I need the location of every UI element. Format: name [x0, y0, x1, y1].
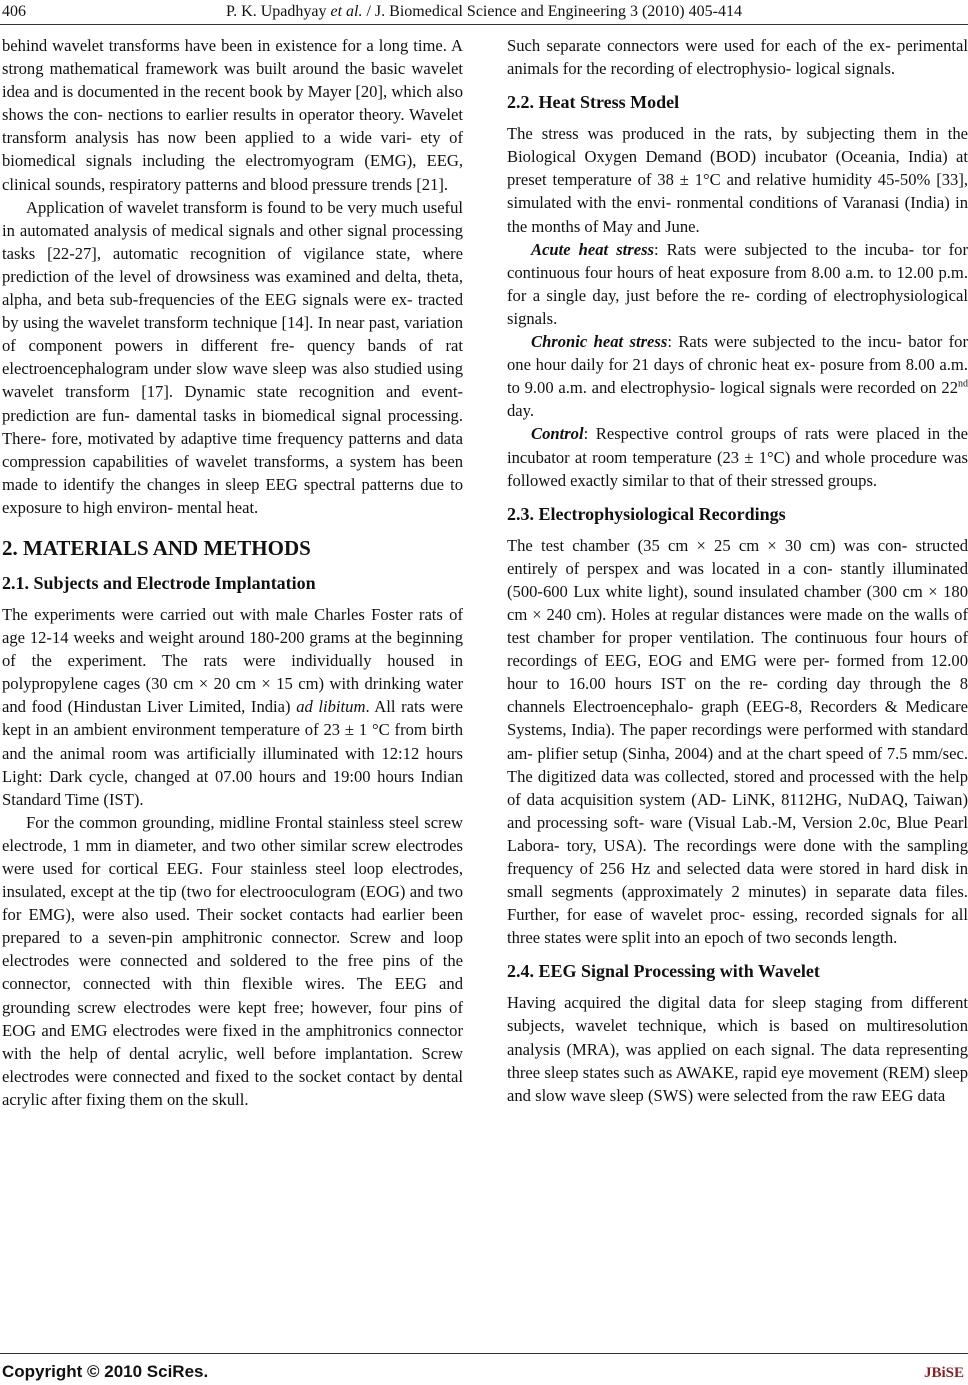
page-number: 406: [2, 3, 26, 20]
citation-journal: / J. Biomedical Science and Engineering 3 (2010) 405-414: [362, 3, 742, 20]
acute-label: Acute heat stress: [531, 239, 655, 259]
paragraph-control: [507, 422, 968, 491]
control-label: Control: [531, 424, 584, 444]
subsection-heading-wavelet-processing: 2.4. EEG Signal Processing with Wavelet: [507, 961, 820, 982]
subjects-text-italic: ad libitum: [296, 697, 366, 717]
subsection-heading-recordings: 2.3. Electrophysiological Recordings: [507, 503, 786, 524]
footer-rule: [0, 1353, 968, 1354]
paragraph-recordings: The test chamber (35 cm × 25 cm × 30 cm) was con- structed entirely of perspex and was located in a con- stantly illuminated (500-600 Lux white light), sound insulated chamber (300 cm × 180 cm × 240 cm). Holes at regular distances were made on the walls of test chamber for proper ventilation. The continuous four hours of recordings of EEG, EOG and EMG were per- formed from 12.00 hour to 16.00 hours IST on the re- cording day through the 8 channels Electroencephalo- graph (EEG-8, Recorders & Medicare Systems, India). The paper recordings were performed with standard am- plifier setup (Sinha, 2004) and at the chart speed of 7.5 mm/sec. The digitized data was collected, stored and processed with the help of data acquisition system (AD- LiNK, 8112HG, NuDAQ, Taiwan) and processing soft- ware (Visual Lab.-M, Version 2.0c, Blue Pearl Labora- tory, USA). The recordings were done with the sampling frequency of 256 Hz and selected data were stored in hard disk in small segments (approximately 2 minutes) in separate data files. Further, for ease of wavelet proc- essing, recorded signals for all three states were split into an epoch of two seconds length.: [507, 535, 968, 948]
paragraph-acute-stress: [507, 238, 968, 330]
paragraph-wavelet-processing: Having acquired the digital data for sleep staging from different subjects, wavelet technique, which is based on multiresolution analysis (MRA), was applied on each signal. The data representing three sleep states such as AWAKE, rapid eye movement (REM) sleep and slow wave sleep (SWS) were selected from the raw EEG data: [507, 993, 968, 1105]
chronic-end: day.: [507, 401, 535, 421]
header-rule: [0, 24, 968, 25]
citation-authors: P. K. Upadhyay: [226, 3, 331, 20]
section-heading-materials-methods: 2. MATERIALS AND METHODS: [2, 535, 311, 560]
paragraph-heat-stress: The stress was produced in the rats, by subjecting them in the Biological Oxygen Demand (BOD) incubator (Oceania, India) at preset temperature of 38 ± 1°C and relative humidity 45-50% [33], simulated with the envi- ronmental conditions of Varanasi (India) in the months of May and June.: [507, 124, 968, 236]
paragraph-wavelet-applications: Application of wavelet transform is found to be very much useful in automated analysis of medical signals and other signal processing tasks [22-27], automatic recognition of vigilance state, where prediction of the level of drowsiness was examined and delta, theta, alpha, and beta sub-frequencies of the EEG signals were ex- tracted by using the wavelet transform technique [14]. In near past, variation of component powers in different fre- quency bands of rat electroencephalogram under slow wave sleep was also studied using wavelet transform [17]. Dynamic state recognition and event-prediction are fun- damental tasks in biomedical signal processing. There- fore, motivated by adaptive time frequency patterns and data compression capabilities of wavelet transforms, a system has been made to identify the changes in sleep EEG spectral patterns due to exposure to high environ- mental heat.: [2, 197, 463, 517]
chronic-text: : Rats were subjected to the incu- bator for one hour daily for 21 days of chronic heat ex- posure from 8.00 a.m. to 9.00 a.m. and electrophysio- logical signals were recorded on 22: [507, 332, 968, 398]
running-header: [0, 0, 968, 26]
paragraph-electrodes: For the common grounding, midline Frontal stainless steel screw electrode, 1 mm in diameter, and two other similar screw electrodes were used for cortical EEG. Four stainless steel loop electrodes, insulated, except at the tip (two for electrooculogram (EOG) and two for EMG), were also used. Their socket contacts had earlier been prepared to a seven-pin amphitronic connector. Screw and loop electrodes were connected and soldered to the free pins of the connector, connected with thin flexible wires. The EEG and grounding screw electrodes were kept free; however, four pins of EOG and EMG electrodes were fixed in the amphitronics connector with the help of dental acrylic, well before implantation. Screw electrodes were connected and fixed to the socket contact by dental acrylic after fixing them on the skull.: [2, 812, 463, 1109]
acute-text: : Rats were subjected to the incuba- tor for continuous four hours of heat exposure from 8.00 a.m. to 12.00 p.m. for a single day, just before the re- cording of electrophysiological signals.: [507, 239, 968, 328]
paragraph-connectors: Such separate connectors were used for each of the ex- perimental animals for the recording of electrophysio- logical signals.: [507, 36, 968, 79]
citation-etal: et al.: [330, 3, 363, 20]
header-citation: [0, 1, 968, 23]
subsection-heading-heat-stress: 2.2. Heat Stress Model: [507, 92, 680, 113]
chronic-label: Chronic heat stress: [531, 332, 668, 352]
control-text: : Respective control groups of rats were placed in the incubator at room temperature (23 ± 1°C) and whole procedure was followed exactly similar to that of their stressed groups.: [507, 424, 968, 490]
copyright-notice: Copyright © 2010 SciRes.: [2, 1362, 209, 1381]
paragraph-chronic-stress: [507, 330, 968, 422]
journal-abbreviation: JBiSE: [923, 1365, 964, 1381]
left-column: [2, 34, 463, 1111]
paragraph-wavelet-history: behind wavelet transforms have been in existence for a long time. A strong mathematical framework was built around the basic wavelet idea and is documented in the recent book by Mayer [20], which also shows the con- nections to earlier results in operator theory. Wavelet transform analysis has now been applied to a wide vari- ety of biomedical signals including the electromyogram (EMG), EEG, clinical sounds, respiratory patterns and blood pressure trends [21].: [2, 36, 463, 194]
right-column: [507, 34, 968, 1107]
paragraph-subjects: [2, 603, 463, 811]
chronic-superscript: nd: [958, 378, 968, 390]
subsection-heading-subjects: 2.1. Subjects and Electrode Implantation: [2, 572, 316, 593]
subjects-text-b: . All rats were kept in an ambient environment temperature of 23 ± 1 °C from birth and the animal room was artificially illuminated with 12:12 hours Light: Dark cycle, changed at 07.00 hours and 19:00 hours Indian Standard Time (IST).: [2, 697, 463, 809]
subjects-text-a: The experiments were carried out with male Charles Foster rats of age 12-14 weeks and weight around 180-200 grams at the beginning of the experiment. The rats were individually housed in polypropylene cages (30 cm × 20 cm × 15 cm) with drinking water and food (Hindustan Liver Limited, India): [2, 604, 463, 717]
